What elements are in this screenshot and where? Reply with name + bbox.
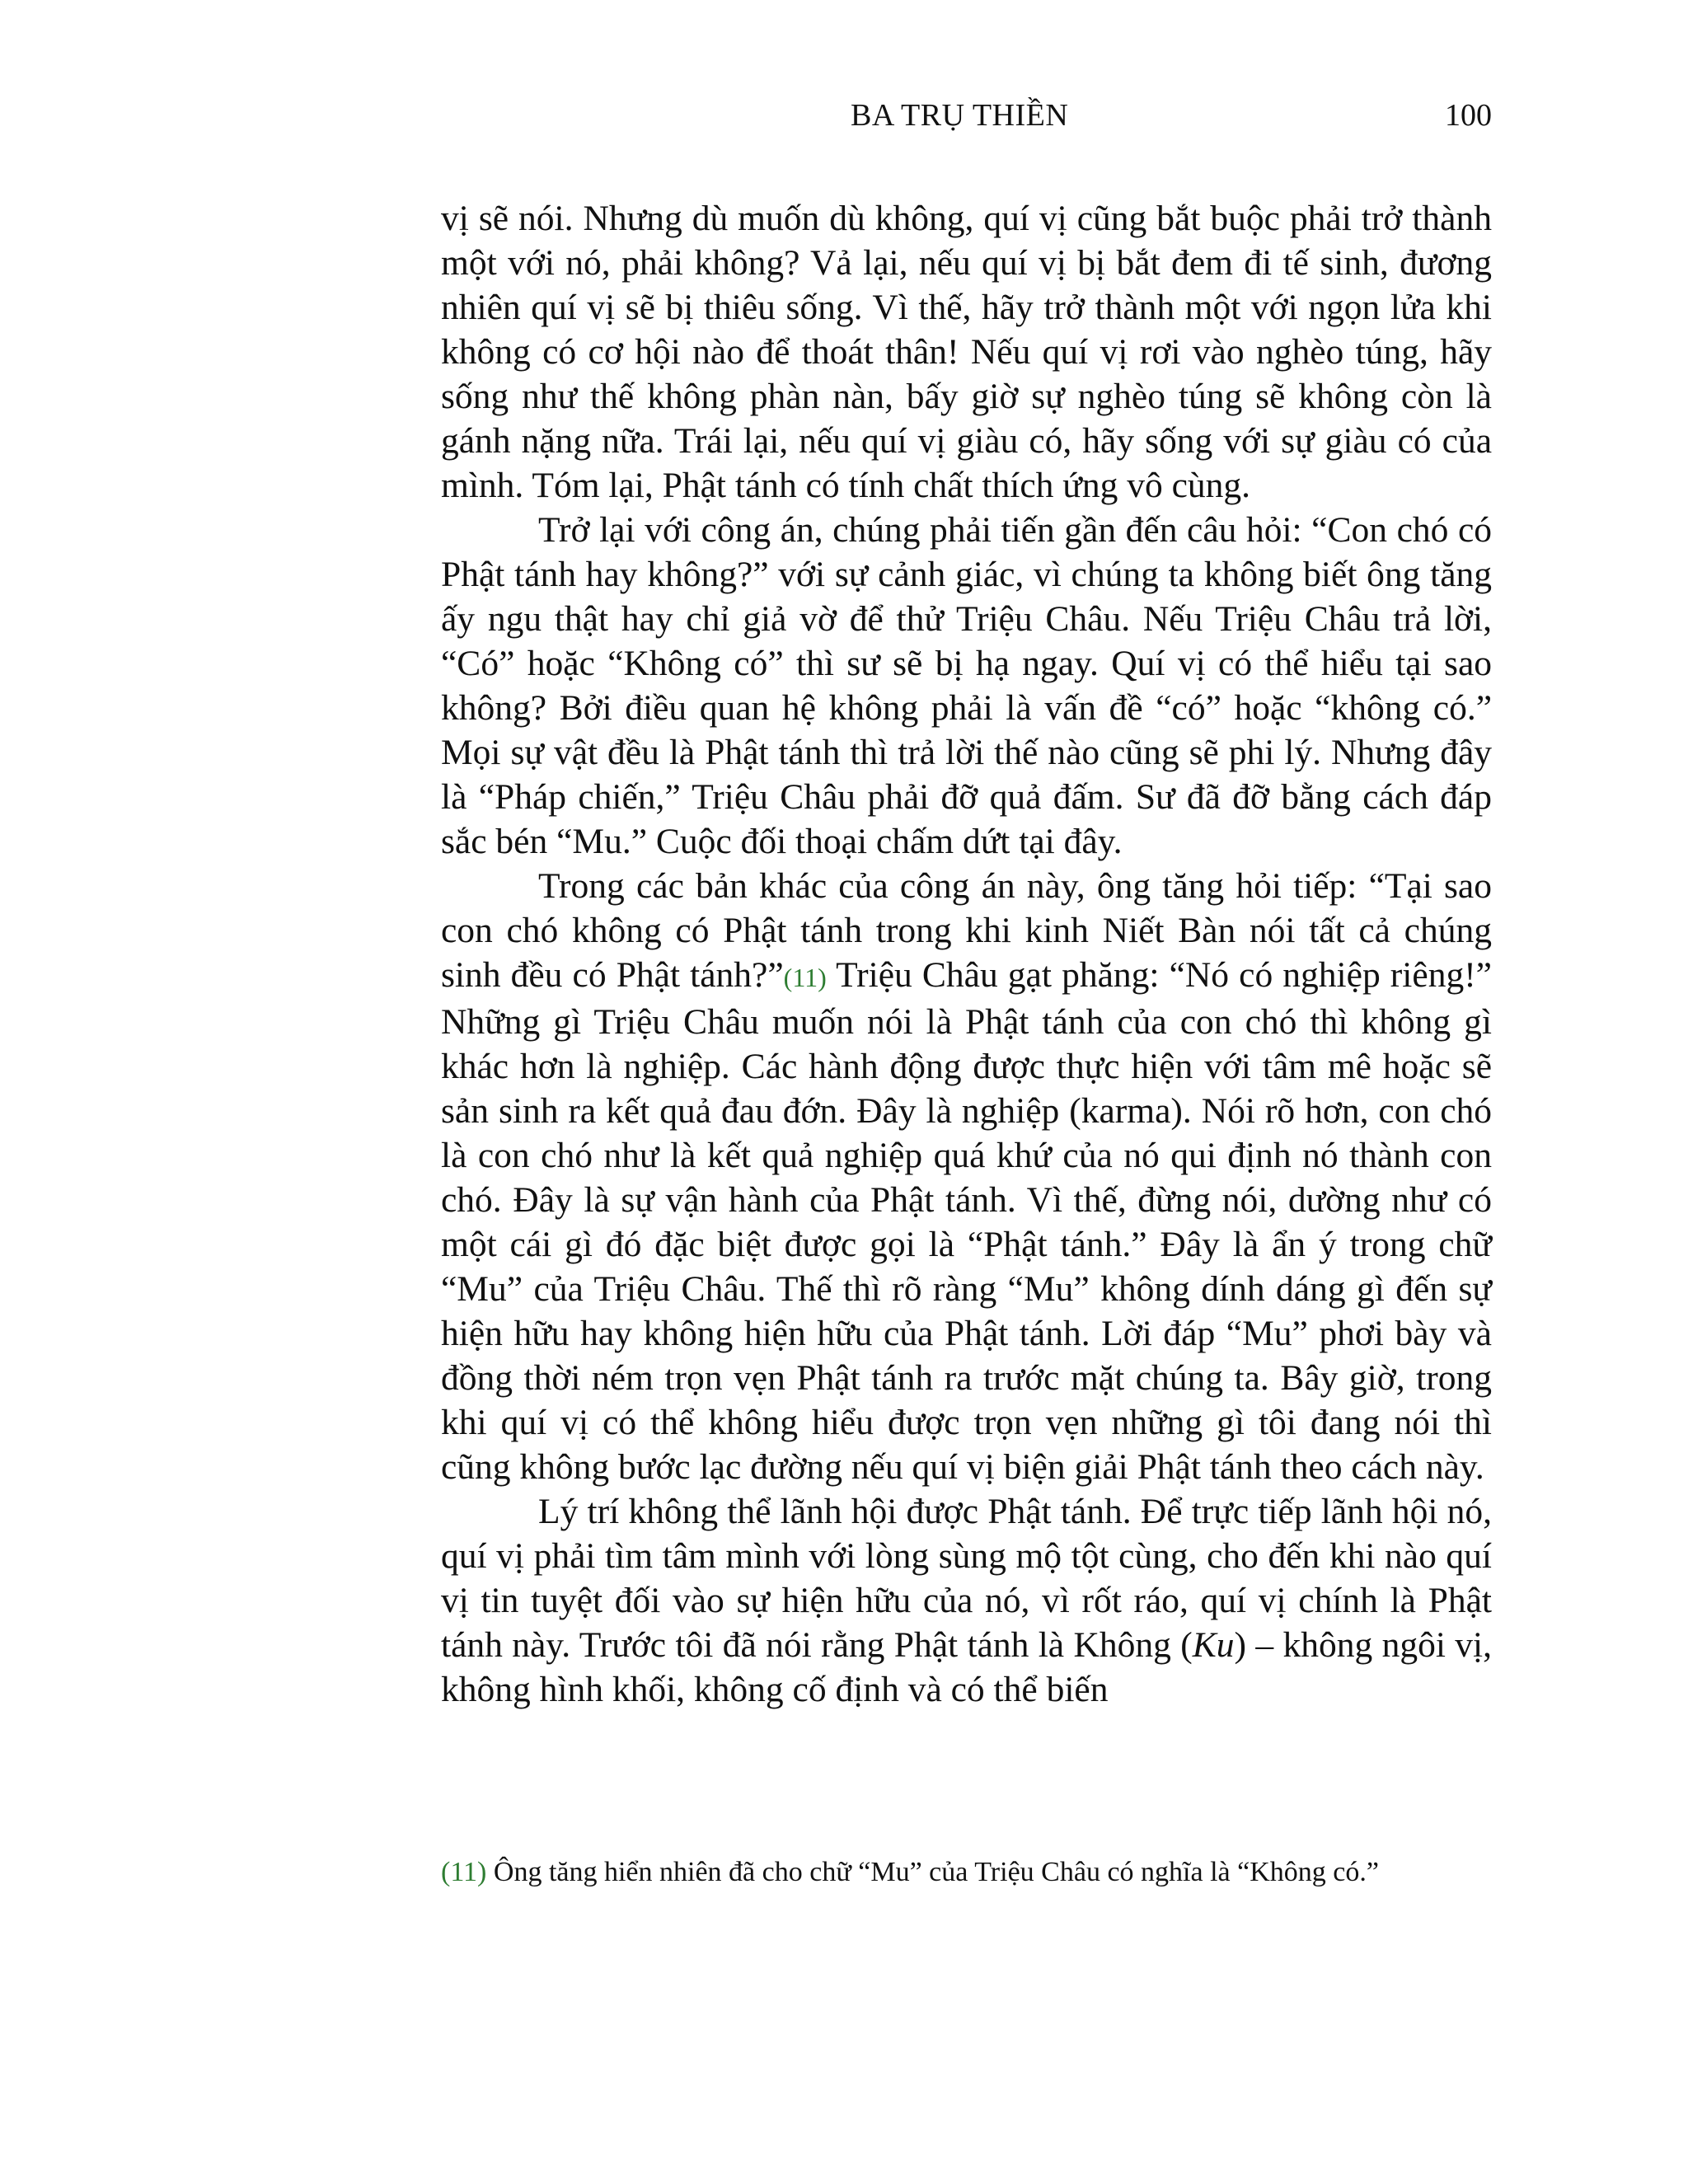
paragraph-4-text-b: ) – không ngôi vị, không hình khối, không cố định và có thể biến	[441, 1625, 1492, 1709]
body-text	[441, 196, 1492, 1712]
paragraph-3	[441, 864, 1492, 1489]
paragraph-2: Trở lại với công án, chúng phải tiến gần đến câu hỏi: “Con chó có Phật tánh hay không?” với sự cảnh giác, vì chúng ta không biết ông tăng ấy ngu thật hay chỉ giả vờ để thử Triệu Châu. Nếu Triệu Châu trả lời, “Có” hoặc “Không có” thì sư sẽ bị hạ ngay. Quí vị có thể hiểu tại sao không? Bởi điều quan hệ không phải là vấn đề “có” hoặc “không có.” Mọi sự vật đều là Phật tánh thì trả lời thế nào cũng sẽ phi lý. Nhưng đây là “Pháp chiến,” Triệu Châu phải đỡ quả đấm. Sư đã đỡ bằng cách đáp sắc bén “Mu.” Cuộc đối thoại chấm dứt tại đây.	[441, 510, 1492, 861]
page-number: 100	[1445, 98, 1492, 133]
page-header	[437, 97, 1492, 143]
running-title: BA TRỤ THIỀN	[851, 98, 1069, 133]
paragraph-3-text-b: Triệu Châu gạt phăng: “Nó có nghiệp riêng!” Những gì Triệu Châu muốn nói là Phật tánh của con chó thì không gì khác hơn là nghiệp. Các hành động được thực hiện với tâm mê hoặc sẽ sản sinh ra kết quả đau đớn. Đây là nghiệp (karma). Nói rõ hơn, con chó là con chó như là kết quả nghiệp quá khứ của nó qui định nó thành con chó. Đây là sự vận hành của Phật tánh. Vì thế, đừng nói, dường như có một cái gì đó đặc biệt được gọi là “Phật tánh.” Đây là ẩn ý trong chữ “Mu” của Triệu Châu. Thế thì rõ ràng “Mu” không dính dáng gì đến sự hiện hữu hay không hiện hữu của Phật tánh. Lời đáp “Mu” phơi bày và đồng thời ném trọn vẹn Phật tánh ra trước mặt chúng ta. Bây giờ, trong khi quí vị có thể không hiểu được trọn vẹn những gì tôi đang nói thì cũng không bước lạc đường nếu quí vị biện giải Phật tánh theo cách này.	[441, 955, 1492, 1487]
paragraph-3-text-a: Trong các bản khác của công án này, ông tăng hỏi tiếp: “Tại sao con chó không có Phật tánh trong khi kinh Niết Bàn nói tất cả chúng sinh đều có Phật tánh?”	[441, 866, 1492, 995]
footnote-text: Ông tăng hiển nhiên đã cho chữ “Mu” của Triệu Châu có nghĩa là “Không có.”	[486, 1857, 1379, 1887]
footnote-number: (11)	[441, 1857, 487, 1887]
footnote	[441, 1854, 1492, 1891]
paragraph-4-text-a: Lý trí không thể lãnh hội được Phật tánh. Để trực tiếp lãnh hội nó, quí vị phải tìm tâm mình với lòng sùng mộ tột cùng, cho đến khi nào quí vị tin tuyệt đối vào sự hiện hữu của nó, vì rốt ráo, quí vị chính là Phật tánh này. Trước tôi đã nói rằng Phật tánh là Không (	[441, 1492, 1492, 1665]
paragraph-4	[441, 1489, 1492, 1712]
paragraph-1: vị sẽ nói. Nhưng dù muốn dù không, quí vị cũng bắt buộc phải trở thành một với nó, phải không? Vả lại, nếu quí vị bị bắt đem đi tế sinh, đương nhiên quí vị sẽ bị thiêu sống. Vì thế, hãy trở thành một với ngọn lửa khi không có cơ hội nào để thoát thân! Nếu quí vị rơi vào nghèo túng, hãy sống như thế không phàn nàn, bấy giờ sự nghèo túng sẽ không còn là gánh nặng nữa. Trái lại, nếu quí vị giàu có, hãy sống với sự giàu có của mình. Tóm lại, Phật tánh có tính chất thích ứng vô cùng.	[441, 199, 1492, 505]
italic-term: Ku	[1192, 1625, 1235, 1665]
footnote-reference-11[interactable]: (11)	[783, 963, 827, 992]
